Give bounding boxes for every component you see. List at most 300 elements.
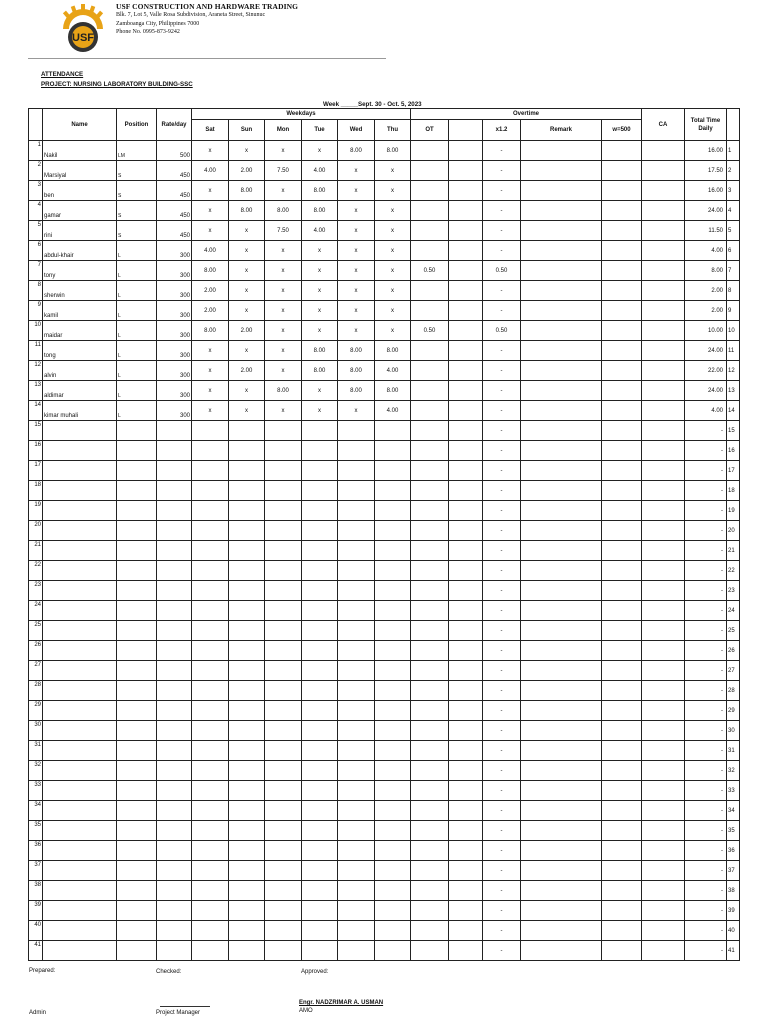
remark (521, 321, 602, 341)
worker-rate (157, 201, 192, 221)
header-index (727, 109, 740, 141)
total-time: 22.00 (685, 361, 727, 381)
w500 (602, 381, 642, 401)
row-index: 25 (727, 621, 740, 641)
day-sat (192, 501, 229, 521)
worker-name (43, 861, 117, 881)
x12-value: - (483, 281, 521, 301)
table-row (29, 501, 740, 521)
day-tue: x (302, 141, 338, 161)
day-wed (338, 481, 375, 501)
ot-blank (449, 921, 483, 941)
w500 (602, 861, 642, 881)
remark (521, 781, 602, 801)
ot-blank (449, 541, 483, 561)
worker-name (43, 781, 117, 801)
ca (642, 841, 685, 861)
total-time: 11.50 (685, 221, 727, 241)
row-number-text: 8 (37, 282, 41, 288)
ot-blank (449, 881, 483, 901)
worker-name-text: maidar (44, 333, 63, 339)
worker-rate (157, 321, 192, 341)
w500 (602, 881, 642, 901)
worker-position (117, 881, 157, 901)
ca (642, 461, 685, 481)
w500 (602, 581, 642, 601)
x12-value: - (483, 921, 521, 941)
total-time: - (685, 721, 727, 741)
total-time: 24.00 (685, 201, 727, 221)
worker-name (43, 621, 117, 641)
day-sat (192, 741, 229, 761)
row-number-text: 19 (34, 502, 41, 508)
worker-name (43, 661, 117, 681)
worker-name (43, 701, 117, 721)
day-sat (192, 701, 229, 721)
row-index: 35 (727, 821, 740, 841)
row-number (29, 381, 43, 401)
total-time: - (685, 441, 727, 461)
w500 (602, 941, 642, 961)
row-number-text: 24 (34, 602, 41, 608)
ca (642, 721, 685, 741)
day-sat (192, 481, 229, 501)
w500 (602, 821, 642, 841)
worker-rate (157, 281, 192, 301)
remark (521, 481, 602, 501)
table-row (29, 781, 740, 801)
worker-rate (157, 461, 192, 481)
ca (642, 641, 685, 661)
day-sat (192, 521, 229, 541)
remark (521, 741, 602, 761)
table-row (29, 141, 740, 161)
ot-blank (449, 721, 483, 741)
total-time: - (685, 881, 727, 901)
worker-name-text: kamil (44, 313, 59, 319)
day-wed: 8.00 (338, 341, 375, 361)
x12-value: - (483, 721, 521, 741)
day-sun: x (229, 401, 265, 421)
day-sun (229, 601, 265, 621)
w500 (602, 741, 642, 761)
ot-blank (449, 641, 483, 661)
w500 (602, 621, 642, 641)
worker-rate (157, 601, 192, 621)
table-row (29, 801, 740, 821)
worker-position-text: L (118, 353, 121, 359)
worker-rate-text: 300 (179, 313, 190, 319)
day-mon (265, 761, 302, 781)
total-time: - (685, 801, 727, 821)
row-number-text: 26 (34, 642, 41, 648)
week-label: Week _____Sept. 30 - Oct. 5, 2023 (323, 101, 422, 108)
attendance-rows (29, 141, 740, 961)
worker-name (43, 361, 117, 381)
worker-position-text: L (118, 313, 121, 319)
ot-value (411, 401, 449, 421)
row-index: 30 (727, 721, 740, 741)
table-row (29, 221, 740, 241)
ot-blank (449, 201, 483, 221)
row-index: 34 (727, 801, 740, 821)
ot-value (411, 641, 449, 661)
table-row (29, 701, 740, 721)
day-mon: 7.50 (265, 161, 302, 181)
worker-position-text: L (118, 253, 121, 259)
day-sun (229, 581, 265, 601)
worker-name (43, 301, 117, 321)
ca (642, 541, 685, 561)
worker-name (43, 581, 117, 601)
day-tue: x (302, 281, 338, 301)
admin-label: Admin (29, 1010, 47, 1016)
x12-value: - (483, 561, 521, 581)
day-wed: 8.00 (338, 361, 375, 381)
ca (642, 821, 685, 841)
ca (642, 521, 685, 541)
row-index: 11 (727, 341, 740, 361)
header-divider (28, 58, 386, 59)
total-time: - (685, 741, 727, 761)
worker-rate (157, 581, 192, 601)
doc-title: ATTENDANCE (41, 71, 84, 78)
worker-name (43, 461, 117, 481)
company-logo-icon (57, 3, 109, 55)
row-number-text: 16 (34, 442, 41, 448)
x12-value: - (483, 541, 521, 561)
worker-rate (157, 761, 192, 781)
remark (521, 721, 602, 741)
row-index: 21 (727, 541, 740, 561)
table-row (29, 481, 740, 501)
day-tue (302, 941, 338, 961)
remark (521, 301, 602, 321)
day-sun (229, 441, 265, 461)
day-sun (229, 501, 265, 521)
remark (521, 641, 602, 661)
day-sun (229, 561, 265, 581)
remark (521, 441, 602, 461)
row-number (29, 441, 43, 461)
attendance-table (28, 108, 740, 961)
header-rate: Rate/day (157, 109, 192, 141)
row-index: 15 (727, 421, 740, 441)
header-day-tue: Tue (302, 120, 338, 141)
remark (521, 461, 602, 481)
day-wed: x (338, 221, 375, 241)
x12-value: - (483, 421, 521, 441)
x12-value: - (483, 701, 521, 721)
total-time: - (685, 901, 727, 921)
worker-position (117, 221, 157, 241)
row-index: 4 (727, 201, 740, 221)
row-number (29, 141, 43, 161)
day-sun: 2.00 (229, 361, 265, 381)
ot-value (411, 781, 449, 801)
day-sun (229, 901, 265, 921)
day-tue (302, 781, 338, 801)
worker-rate-text: 450 (179, 213, 190, 219)
worker-position (117, 941, 157, 961)
day-wed: x (338, 241, 375, 261)
row-number-text: 25 (34, 622, 41, 628)
worker-position (117, 141, 157, 161)
row-index: 32 (727, 761, 740, 781)
ot-blank (449, 501, 483, 521)
day-sat (192, 541, 229, 561)
day-thu (375, 581, 411, 601)
w500 (602, 841, 642, 861)
worker-name (43, 161, 117, 181)
worker-rate-text: 450 (179, 233, 190, 239)
day-mon: x (265, 361, 302, 381)
row-number-text: 22 (34, 562, 41, 568)
ot-blank (449, 841, 483, 861)
day-mon (265, 781, 302, 801)
day-thu (375, 821, 411, 841)
worker-name (43, 381, 117, 401)
day-thu (375, 601, 411, 621)
day-sat: 8.00 (192, 261, 229, 281)
day-sat (192, 761, 229, 781)
day-mon (265, 461, 302, 481)
w500 (602, 341, 642, 361)
day-mon (265, 901, 302, 921)
day-sun (229, 421, 265, 441)
day-sat: x (192, 341, 229, 361)
remark (521, 221, 602, 241)
table-row (29, 461, 740, 481)
w500 (602, 801, 642, 821)
day-wed: x (338, 181, 375, 201)
table-row (29, 301, 740, 321)
total-time: - (685, 421, 727, 441)
total-time: 24.00 (685, 381, 727, 401)
day-thu: 4.00 (375, 361, 411, 381)
remark (521, 501, 602, 521)
checked-label: Checked: (156, 969, 182, 975)
ot-value: 0.50 (411, 321, 449, 341)
header-name: Name (43, 109, 117, 141)
row-number (29, 361, 43, 381)
table-row (29, 361, 740, 381)
ot-value (411, 521, 449, 541)
row-index: 29 (727, 701, 740, 721)
remark (521, 541, 602, 561)
day-sun (229, 681, 265, 701)
day-mon (265, 941, 302, 961)
w500 (602, 921, 642, 941)
worker-rate (157, 861, 192, 881)
total-time: - (685, 601, 727, 621)
total-time: 2.00 (685, 301, 727, 321)
ot-value (411, 281, 449, 301)
day-sun (229, 821, 265, 841)
day-wed (338, 541, 375, 561)
day-sun: x (229, 221, 265, 241)
x12-value: 0.50 (483, 261, 521, 281)
day-tue (302, 601, 338, 621)
worker-name (43, 821, 117, 841)
row-number-text: 20 (34, 522, 41, 528)
ot-blank (449, 701, 483, 721)
row-index: 13 (727, 381, 740, 401)
worker-name-text: gamar (44, 213, 62, 219)
day-thu (375, 681, 411, 701)
ca (642, 561, 685, 581)
header-day-sat: Sat (192, 120, 229, 141)
day-sun (229, 761, 265, 781)
x12-value: - (483, 501, 521, 521)
header-day-sun: Sun (229, 120, 265, 141)
day-wed: x (338, 281, 375, 301)
day-mon (265, 841, 302, 861)
day-tue (302, 821, 338, 841)
worker-rate (157, 181, 192, 201)
day-tue (302, 481, 338, 501)
table-row (29, 821, 740, 841)
worker-position (117, 401, 157, 421)
day-thu (375, 861, 411, 881)
ot-value (411, 681, 449, 701)
ot-blank (449, 521, 483, 541)
ot-blank (449, 761, 483, 781)
ca (642, 481, 685, 501)
ot-blank (449, 281, 483, 301)
ca (642, 921, 685, 941)
day-tue (302, 661, 338, 681)
table-row (29, 341, 740, 361)
worker-rate (157, 441, 192, 461)
remark (521, 261, 602, 281)
row-number-text: 30 (34, 722, 41, 728)
x12-value: - (483, 221, 521, 241)
approver-title: AMO (299, 1008, 313, 1014)
worker-name-text: rini (44, 233, 53, 239)
project-manager-label: Project Manager (156, 1010, 201, 1016)
row-number (29, 941, 43, 961)
worker-rate-text: 300 (179, 413, 190, 419)
row-index: 40 (727, 921, 740, 941)
day-sat: 4.00 (192, 241, 229, 261)
ot-value (411, 561, 449, 581)
worker-rate (157, 401, 192, 421)
day-thu (375, 641, 411, 661)
worker-position (117, 421, 157, 441)
ot-blank (449, 901, 483, 921)
worker-position (117, 621, 157, 641)
day-wed (338, 941, 375, 961)
worker-rate (157, 661, 192, 681)
day-sat (192, 881, 229, 901)
x12-value: - (483, 661, 521, 681)
worker-rate (157, 141, 192, 161)
w500 (602, 761, 642, 781)
total-time: - (685, 861, 727, 881)
row-index: 36 (727, 841, 740, 861)
total-time: - (685, 461, 727, 481)
worker-position (117, 821, 157, 841)
day-sun (229, 721, 265, 741)
x12-value: - (483, 641, 521, 661)
w500 (602, 901, 642, 921)
x12-value: - (483, 841, 521, 861)
worker-position (117, 641, 157, 661)
header-weekdays: Weekdays (192, 109, 411, 120)
w500 (602, 541, 642, 561)
worker-position (117, 901, 157, 921)
ot-value (411, 461, 449, 481)
ot-blank (449, 301, 483, 321)
w500 (602, 281, 642, 301)
w500 (602, 201, 642, 221)
total-time: 24.00 (685, 341, 727, 361)
ot-value (411, 721, 449, 741)
worker-rate-text: 300 (179, 273, 190, 279)
ot-value (411, 761, 449, 781)
day-thu (375, 661, 411, 681)
total-time: - (685, 501, 727, 521)
remark (521, 201, 602, 221)
worker-name-text: Nakil (44, 153, 58, 159)
worker-position (117, 161, 157, 181)
day-sun (229, 841, 265, 861)
logo-text: USF (72, 32, 94, 44)
ot-blank (449, 561, 483, 581)
day-tue (302, 501, 338, 521)
table-row (29, 901, 740, 921)
day-sat (192, 821, 229, 841)
worker-position-text: L (118, 333, 121, 339)
ot-value: 0.50 (411, 261, 449, 281)
row-number-text: 4 (37, 202, 41, 208)
day-sat: x (192, 141, 229, 161)
worker-position (117, 681, 157, 701)
day-thu (375, 721, 411, 741)
day-sat: 2.00 (192, 281, 229, 301)
row-number-text: 6 (37, 242, 41, 248)
w500 (602, 721, 642, 741)
row-number (29, 461, 43, 481)
worker-position (117, 601, 157, 621)
day-wed (338, 821, 375, 841)
row-index: 1 (727, 141, 740, 161)
row-number (29, 341, 43, 361)
w500 (602, 601, 642, 621)
day-sun: 8.00 (229, 201, 265, 221)
worker-position (117, 721, 157, 741)
ot-value (411, 501, 449, 521)
worker-name (43, 641, 117, 661)
day-tue (302, 561, 338, 581)
row-index: 2 (727, 161, 740, 181)
x12-value: - (483, 801, 521, 821)
ot-value (411, 361, 449, 381)
worker-name (43, 241, 117, 261)
day-tue (302, 761, 338, 781)
day-mon: x (265, 141, 302, 161)
ot-blank (449, 161, 483, 181)
pm-signature-line (160, 1006, 210, 1007)
row-index: 5 (727, 221, 740, 241)
ot-blank (449, 181, 483, 201)
w500 (602, 461, 642, 481)
header-day-wed: Wed (338, 120, 375, 141)
total-time: - (685, 521, 727, 541)
ot-blank (449, 601, 483, 621)
day-thu: x (375, 201, 411, 221)
